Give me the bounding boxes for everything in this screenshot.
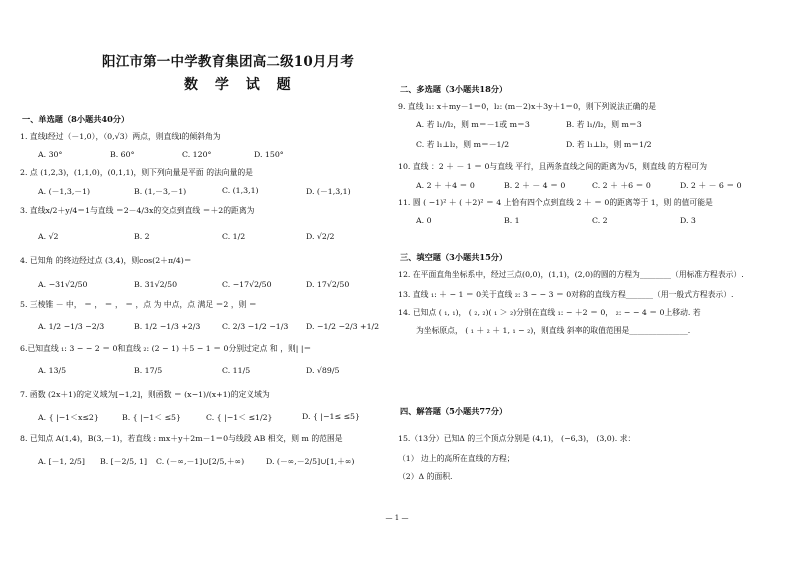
question-9-option-b: B. 若 l₁//l₂，则 m＝3 xyxy=(566,120,642,129)
question-10-options xyxy=(416,180,768,191)
option-d: D. −1/2 −2/3 +1/2 xyxy=(306,322,380,331)
option-b: B. 1 xyxy=(504,216,520,225)
question-11-options xyxy=(416,216,768,225)
option-d: D. √2/2 xyxy=(306,232,335,241)
exam-subtitle: 数 学 试 题 xyxy=(184,77,297,93)
question-10: 10. 直线 ：2 ＋ － 1 ＝ 0与直线 平行，且两条直线之间的距离为√5，则直线 的方程可为 xyxy=(398,162,708,171)
option-d: D. 2 ＋ － 6 ＝ 0 xyxy=(680,181,742,190)
option-c: C. 2 ＋ ＋6 ＝ 0 xyxy=(592,181,651,190)
question-2: 2. 点 (1,2,3)，(1,1,0)，(0,1,1)，则下列向量是平面 的法向量的是 xyxy=(20,168,253,177)
question-9: 9. 直线 l₁: x＋my－1＝0，l₂: (m－2)x＋3y＋1＝0，则下列说法正确的是 xyxy=(398,102,657,111)
option-b: B. 31√2/50 xyxy=(134,280,178,289)
question-6-options xyxy=(38,366,390,375)
question-5-options xyxy=(38,322,390,331)
option-b: B. { |−1＜ ≤5} xyxy=(122,413,181,422)
section-multi-choice: 二、多选题（3小题共18分） xyxy=(400,84,508,94)
option-c: C. −17√2/50 xyxy=(222,280,272,289)
option-b: B. 17/5 xyxy=(134,366,163,375)
question-9-option-d: D. 若 l₁⊥l₂，则 m＝1/2 xyxy=(566,140,652,149)
option-b: B. 1/2 −1/3 +2/3 xyxy=(134,322,201,331)
question-2-options xyxy=(38,186,390,197)
option-b: B. (1,－3,－1) xyxy=(134,187,187,196)
option-c: C. 2/3 −1/2 −1/3 xyxy=(222,322,289,331)
question-5: 5. 三棱锥 － 中， ＝ ， ＝ ， ＝ ，点 为 中点，点 满足 ＝2 ，则 ＝ xyxy=(20,300,257,309)
option-d: D. 3 xyxy=(680,216,696,225)
question-3-options xyxy=(38,232,390,241)
option-b: B. 2 xyxy=(134,232,150,241)
exam-title: 阳江市第一中学教育集团高二级10月月考 xyxy=(102,54,355,70)
option-c: C. { |−1＜ ≤1/2} xyxy=(206,413,273,422)
question-13: 13. 直线 ₁: ＋ − 1 ＝ 0关于直线 ₂: 3 − − 3 ＝ 0对称的直线方程_______（用一般式方程表示）. xyxy=(398,290,734,299)
question-4: 4. 已知角 的终边经过点 (3,4)，则cos(2＋π/4)＝ xyxy=(20,256,192,265)
question-3: 3. 直线x/2＋y/4＝1与直线 ＝2－4/3x的交点到直线 ＝＋2的距离为 xyxy=(20,206,255,215)
question-15-part-1: （1） 边上的高所在直线的方程； xyxy=(398,454,515,463)
option-d: D. (－∞,－2/5]∪[1,＋∞) xyxy=(266,457,355,466)
option-a: A. −31√2/50 xyxy=(38,280,88,289)
option-c: C. 11/5 xyxy=(222,366,251,375)
option-a: A. (－1,3,－1) xyxy=(38,187,91,196)
option-a: A. √2 xyxy=(38,232,59,241)
question-7: 7. 函数 (2x＋1)的定义域为[−1,2]，则函数 ＝ (x−1)/(x+1)的定义域为 xyxy=(20,390,270,399)
section-answer: 四、解答题（5小题共77分） xyxy=(400,406,508,416)
option-a: A. 1/2 −1/3 −2/3 xyxy=(38,322,105,331)
option-a: A. 2 ＋ ＋4 ＝ 0 xyxy=(416,181,475,190)
option-c: C. 1/2 xyxy=(222,232,246,241)
question-11: 11. 圆 ( −1)² ＋ ( ＋2)² ＝ 4 上恰有四个点到直线 2 ＋ ＝ 0的距离等于 1，则 的值可能是 xyxy=(398,198,713,207)
question-12: 12. 在平面直角坐标系中，经过三点(0,0)，(1,1)，(2,0)的圆的方程为________（用标准方程表示）. xyxy=(398,270,744,279)
option-b: B. 60° xyxy=(110,150,135,159)
section-fill-blank: 三、填空题（3小题共15分） xyxy=(400,252,508,262)
option-b: B. [－2/5, 1] xyxy=(100,457,148,466)
question-9-option-c: C. 若 l₁⊥l₂，则 m＝－1/2 xyxy=(416,140,510,149)
option-a: A. [－1, 2/5] xyxy=(38,457,85,466)
question-1-options xyxy=(38,150,326,159)
question-6: 6.已知直线 ₁: 3 − − 2 ＝ 0和直线 ₂: (2 − 1) ＋5 − 1 ＝ 0分别过定点 和 ，则| |＝ xyxy=(20,344,312,353)
question-1: 1. 直线l经过（－1,0），（0,√3）两点，则直线l的倾斜角为 xyxy=(20,132,221,141)
question-4-options xyxy=(38,280,390,289)
option-d: D. (－1,3,1) xyxy=(306,187,351,196)
option-d: D. √89/5 xyxy=(306,366,340,375)
page-number: — 1 — xyxy=(385,514,409,522)
question-14-line2: 为坐标原点， ( ₁ ＋ ₂ ＋ 1, ₁ − ₂)，则直线 斜率的取值范围是_______________. xyxy=(416,326,691,335)
question-15: 15.（13分）已知Δ 的三个顶点分别是 (4,1)， (−6,3)， (3,0). 求： xyxy=(398,434,636,443)
question-8: 8. 已知点 A(1,4)，B(3,－1)，若直线 : mx＋y＋2m－1＝0与线段 AB 相交，则 m 的范围是 xyxy=(20,434,343,443)
option-c: C. 2 xyxy=(592,216,608,225)
option-a: A. 13/5 xyxy=(38,366,67,375)
option-b: B. 2 ＋ － 4 ＝ 0 xyxy=(504,181,566,190)
option-a: A. 0 xyxy=(416,216,432,225)
question-9-option-a: A. 若 l₁//l₂，则 m＝－1或 m＝3 xyxy=(416,120,530,129)
question-7-options xyxy=(38,412,386,423)
option-c: C. (－∞,－1]∪[2/5,＋∞) xyxy=(156,457,245,466)
option-a: A. 30° xyxy=(38,150,63,159)
option-d: D. { |−1≤ ≤5} xyxy=(302,412,360,421)
option-a: A. { |−1＜x≤2} xyxy=(38,413,99,422)
question-15-part-2: （2）Δ 的面积. xyxy=(398,472,453,481)
section-single-choice: 一、单选题（8小题共40分） xyxy=(22,114,130,124)
question-8-options xyxy=(38,456,378,467)
option-d: D. 17√2/50 xyxy=(306,280,350,289)
option-c: C. (1,3,1) xyxy=(222,186,259,195)
option-d: D. 150° xyxy=(254,150,284,159)
option-c: C. 120° xyxy=(182,150,212,159)
question-14: 14. 已知点 ( ₁, ₁)， ( ₂, ₂)( ₁ ＞ ₂)分别在直线 ₁: − ＋2 ＝ 0， ₂: − − 4 ＝ 0上移动. 若 xyxy=(398,308,701,317)
